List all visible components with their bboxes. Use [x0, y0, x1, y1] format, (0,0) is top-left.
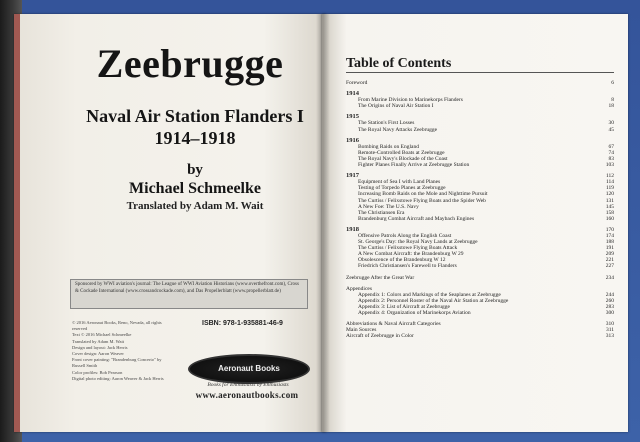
toc-entry-title: Friedrich Christiansen's Farewell to Flanders [358, 263, 457, 270]
subtitle-line: Naval Air Station Flanders I [86, 106, 304, 126]
toc-page-number: 311 [605, 327, 614, 334]
toc-page-number: 188 [605, 239, 614, 246]
toc-entry-title: 1917 [346, 172, 359, 180]
imprint-line: © 2016 Aeronaut Books, Reno, Nevada, all rights [72, 320, 162, 325]
toc-page-number: 67 [608, 143, 614, 150]
imprint-line: Cover design: Aaron Weaver [72, 351, 124, 357]
toc-page-number: 310 [605, 321, 614, 328]
publisher-tagline: Books for Enthusiasts by Enthusiasts [207, 382, 289, 388]
sponsor-box [70, 279, 308, 309]
toc-page-number: 8 [611, 97, 614, 104]
toc-entry-title: Appendix 2: Personnel Roster of the Naval Air Station at Zeebrugge [358, 297, 509, 304]
toc-page-number: 103 [605, 162, 614, 169]
toc-entry-title: 1915 [346, 113, 359, 121]
toc-entry-title: Fighter Planes Finally Arrive at Zeebrugge Station [358, 162, 470, 169]
toc-entry-title: Appendix 1: Colors and Markings of the Seaplanes at Zeebrugge [358, 291, 501, 298]
imprint-line: reserved [72, 326, 88, 332]
toc-entry-title: 1916 [346, 136, 359, 144]
toc-page-number: 160 [605, 215, 614, 222]
author-name: Michael Schmeelke [129, 180, 261, 197]
toc-page-number: 112 [605, 173, 614, 180]
sponsor-line: & Cockade International (www.crossandcockade.com), and Das Propellerblatt (www.propellerblatt.de) [75, 288, 281, 294]
publisher-website: www.aeronautbooks.com [195, 390, 299, 400]
toc-entry-title: The Royal Navy Attacks Zeebrugge [358, 126, 438, 133]
publisher-logo-text: Aeronaut Books [218, 364, 280, 373]
isbn: ISBN: 978-1-935881-46-9 [202, 320, 283, 327]
toc-page-number: 114 [605, 179, 614, 186]
toc-entry-title: The Christiansen Era [358, 209, 405, 216]
book-subtitle [70, 105, 320, 149]
toc-entry-title: Main Sources [346, 327, 377, 334]
imprint-line: Translated by Adam M. Wait [72, 338, 125, 344]
toc-page-number: 83 [608, 155, 614, 162]
toc-heading: Table of Contents [346, 56, 452, 71]
toc-page-number: 313 [605, 333, 614, 340]
sponsor-line: Sponsored by WWI aviation's journal: The League of WWI Aviation Historians (www.overthefront.com), Cross [75, 282, 299, 287]
toc-entry-title: Equipment of Sea I with Land Planes [358, 179, 441, 186]
toc-page-number: 30 [608, 120, 614, 127]
toc-entry-title: The Station's First Losses [358, 120, 415, 127]
toc-page-number: 18 [608, 103, 614, 110]
toc-page-number: 6 [611, 80, 614, 86]
imprint-line: Russell Smith [72, 363, 98, 369]
toc-entry-title: A New Combat Aircraft: the Brandenburg W 29 [358, 251, 464, 258]
imprint-block [72, 320, 184, 382]
imprint-line: Text © 2016 Michael Schmeelke [72, 332, 132, 338]
imprint-line: Design and layout: Jack Herris [72, 344, 128, 350]
toc-entry-title: Remote-Controlled Boats at Zeebrugge [358, 149, 445, 156]
by-label: by [187, 162, 203, 178]
toc-entry-title: The Royal Navy's Blockade of the Coast [358, 155, 448, 162]
cover-edge-strip [14, 14, 20, 432]
toc-page-number: 191 [605, 245, 614, 252]
toc-entry-title: Aircraft of Zeebrugge in Color [346, 333, 414, 340]
toc-page-number: 221 [605, 257, 614, 264]
publisher-logo [188, 354, 310, 384]
toc-page-number: 131 [605, 197, 614, 204]
toc-page-number: 120 [605, 191, 614, 198]
toc-page-number: 227 [605, 263, 614, 270]
toc-entry-title: Abbreviations & Naval Aircraft Categories [346, 321, 441, 328]
toc-entry-title: Foreword [346, 80, 368, 86]
toc-entry-title: Offensive Patrols Along the English Coast [358, 232, 452, 239]
toc-entry-title: Zeebrugge After the Great War [346, 274, 415, 281]
toc-entry-title: The Origins of Naval Air Station I [358, 103, 434, 110]
toc-page-number: 260 [605, 297, 614, 304]
toc-entry-title: A New Foe: The U.S. Navy [358, 203, 419, 210]
toc-entry-title: From Marine Division to Marinekorps Flanders [358, 97, 463, 104]
translator-credit: Translated by Adam M. Wait [126, 200, 264, 212]
toc-entry-title: Appendix 3: List of Aircraft at Zeebrugge [358, 303, 450, 310]
toc-page-number: 158 [605, 209, 614, 216]
toc-list [346, 80, 614, 339]
toc-page-number: 244 [605, 291, 614, 298]
toc-page-number: 170 [605, 226, 614, 233]
toc-entry-title: Brandenburg Combat Aircraft and Maybach Engines [358, 215, 475, 222]
toc-entry-title: Appendices [346, 285, 372, 292]
toc-entry-title: Bombing Raids on England [358, 143, 419, 150]
toc-entry-title: The Curtiss / Felixstowe Flying Boats and the Spider Web [358, 197, 486, 204]
toc-page-number: 283 [605, 303, 614, 310]
toc-page-number: 174 [605, 232, 614, 239]
toc-page-number: 119 [605, 185, 614, 192]
imprint-line: Color profiles: Bob Pearson [72, 369, 123, 375]
toc-entry-title: Obsolescence of the Brandenburg W 12 [358, 257, 446, 264]
imprint-line: Front cover painting: "Brandenburg Concerto" by [72, 357, 162, 363]
toc-page-number: 300 [605, 310, 614, 316]
toc-entry-title: The Curtiss / Felixstowe Flying Boats Attack [358, 245, 458, 252]
subtitle-years: 1914–1918 [154, 128, 236, 148]
toc-entry-title: Increasing Bomb Raids on the Mole and Nighttime Pursuit [358, 191, 488, 198]
toc-page-number: 234 [605, 274, 614, 281]
toc-page-number: 74 [608, 149, 614, 156]
toc-entry-title: St. George's Day: the Royal Navy Lands at Zeebrugge [358, 239, 478, 246]
toc-entry-title: Testing of Torpedo Planes at Zeebrugge [358, 185, 446, 192]
toc-entry-row [346, 333, 614, 339]
toc-divider [346, 72, 614, 73]
toc-entry-title: Appendix 4: Organization of Marinekorps Aviation [358, 310, 471, 316]
toc-page-number: 145 [605, 203, 614, 210]
toc-entry-title: 1918 [346, 225, 359, 233]
toc-page-number: 45 [608, 126, 614, 133]
toc-entry-title: 1914 [346, 90, 359, 98]
book-title: Zeebrugge [96, 41, 284, 86]
imprint-line: Digital photo editing: Aaron Weaver & Jack Herris [72, 375, 164, 381]
toc-page-number: 209 [605, 251, 614, 258]
